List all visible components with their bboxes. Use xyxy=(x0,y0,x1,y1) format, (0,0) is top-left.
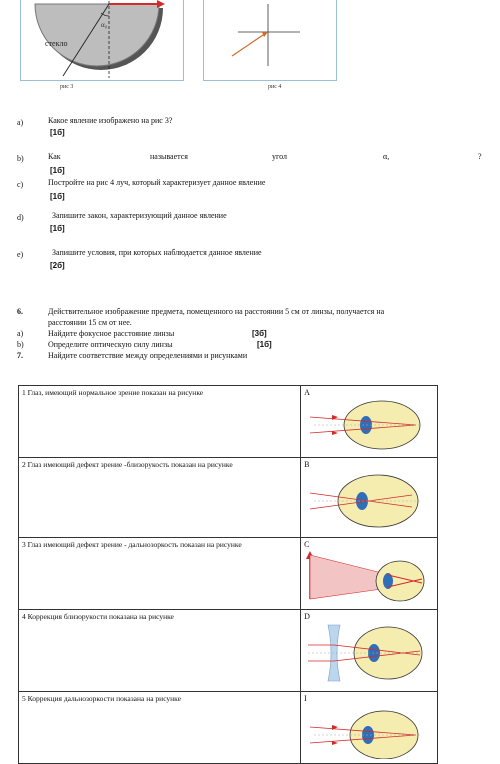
task6-b-text: Определите оптическую силу линзы xyxy=(48,340,173,349)
question-d-letter: d) xyxy=(17,213,24,222)
eye-normal-diagram xyxy=(304,397,428,453)
row-3-letter: C xyxy=(304,540,310,549)
question-a-letter: a) xyxy=(17,118,24,127)
myopia-correction-diagram xyxy=(304,621,428,685)
question-c-letter: c) xyxy=(17,180,24,189)
row-4-picture-cell xyxy=(301,610,438,692)
hyperopia-correction-diagram xyxy=(304,703,428,759)
task6-text-line2: расстоянии 15 см от нее. xyxy=(48,318,132,327)
matching-table xyxy=(18,385,438,764)
table-row xyxy=(19,692,438,764)
row-4-letter: D xyxy=(304,612,310,621)
row-2-picture-cell xyxy=(301,458,438,538)
task6-a-letter: a) xyxy=(17,329,24,338)
figure-4-drawing xyxy=(204,0,336,80)
question-d-text: Запишите закон, характеризующий данное явление xyxy=(52,211,227,220)
incident-ray xyxy=(232,33,266,56)
question-b-letter: b) xyxy=(17,154,24,163)
task7-number: 7. xyxy=(17,351,23,360)
glass-half-cylinder xyxy=(35,4,159,66)
question-a-text: Какое явление изображено на рис 3? xyxy=(48,116,173,125)
row-5-text: 5 Коррекция дальнозоркости показана на рисунке xyxy=(19,692,301,764)
glass-label: стекло xyxy=(45,39,68,48)
table-row xyxy=(19,458,438,538)
task6-a-text: Найдите фокусное расстояние линзы xyxy=(48,329,175,338)
task7-text: Найдите соответствие между определениями и рисунками xyxy=(48,351,248,360)
table-row xyxy=(19,386,438,458)
eye-myopia-diagram xyxy=(304,469,428,531)
figure-4-frame xyxy=(203,0,337,81)
task6-a-points: [3б] xyxy=(252,329,267,338)
task6-b-points: [1б] xyxy=(257,340,272,349)
table-row xyxy=(19,610,438,692)
question-d-points: [1б] xyxy=(50,224,65,233)
fig3-angle-label: α₀ xyxy=(101,21,108,29)
question-b-word-5: ? xyxy=(478,152,482,161)
task6-text-line1: Действительное изображение предмета, помещенного на расстоянии 5 см от линзы, получается на xyxy=(48,307,385,316)
row-3-picture-cell xyxy=(301,538,438,610)
fig3-caption: рис 3 xyxy=(60,84,74,90)
row-2-text: 2 Глаз имеющий дефект зрение -близорукость показан на рисунке xyxy=(19,458,301,538)
row-5-picture-cell xyxy=(301,692,438,764)
task6-number: 6. xyxy=(17,307,23,316)
row-1-text: 1 Глаз, имеющий нормальное зрение показан на рисунке xyxy=(19,386,301,458)
task6-b-letter: b) xyxy=(17,340,24,349)
question-e-text: Запишите условия, при которых наблюдается данное явление xyxy=(52,248,262,257)
figure-3-frame xyxy=(20,0,184,81)
fig4-caption: рис 4 xyxy=(268,84,282,90)
question-b-word-1: Как xyxy=(48,152,61,161)
question-b-word-4: α, xyxy=(383,152,390,161)
row-4-text: 4 Коррекция близорукости показана на рисунке xyxy=(19,610,301,692)
question-c-text: Постройте на рис 4 луч, который характеризует данное явление xyxy=(48,178,266,187)
table-row xyxy=(19,538,438,610)
question-e-letter: e) xyxy=(17,250,24,259)
question-e-points: [2б] xyxy=(50,261,65,270)
eye-hyperopia-diagram xyxy=(304,549,428,605)
row-1-letter: A xyxy=(304,388,310,397)
question-b-word-2: называется xyxy=(150,152,188,161)
question-c-points: [1б] xyxy=(50,192,65,201)
ray-cone xyxy=(310,555,382,599)
row-2-letter: B xyxy=(304,460,310,469)
row-1-picture-cell xyxy=(301,386,438,458)
ray-arrow xyxy=(157,0,165,8)
row-3-text: 3 Глаз имеющий дефект зрение - дальнозоркость показан на рисунке xyxy=(19,538,301,610)
row-5-letter: I xyxy=(304,694,307,703)
question-b-points: [1б] xyxy=(50,166,65,175)
question-a-points: [1б] xyxy=(50,128,65,137)
question-b-word-3: угол xyxy=(272,152,287,161)
